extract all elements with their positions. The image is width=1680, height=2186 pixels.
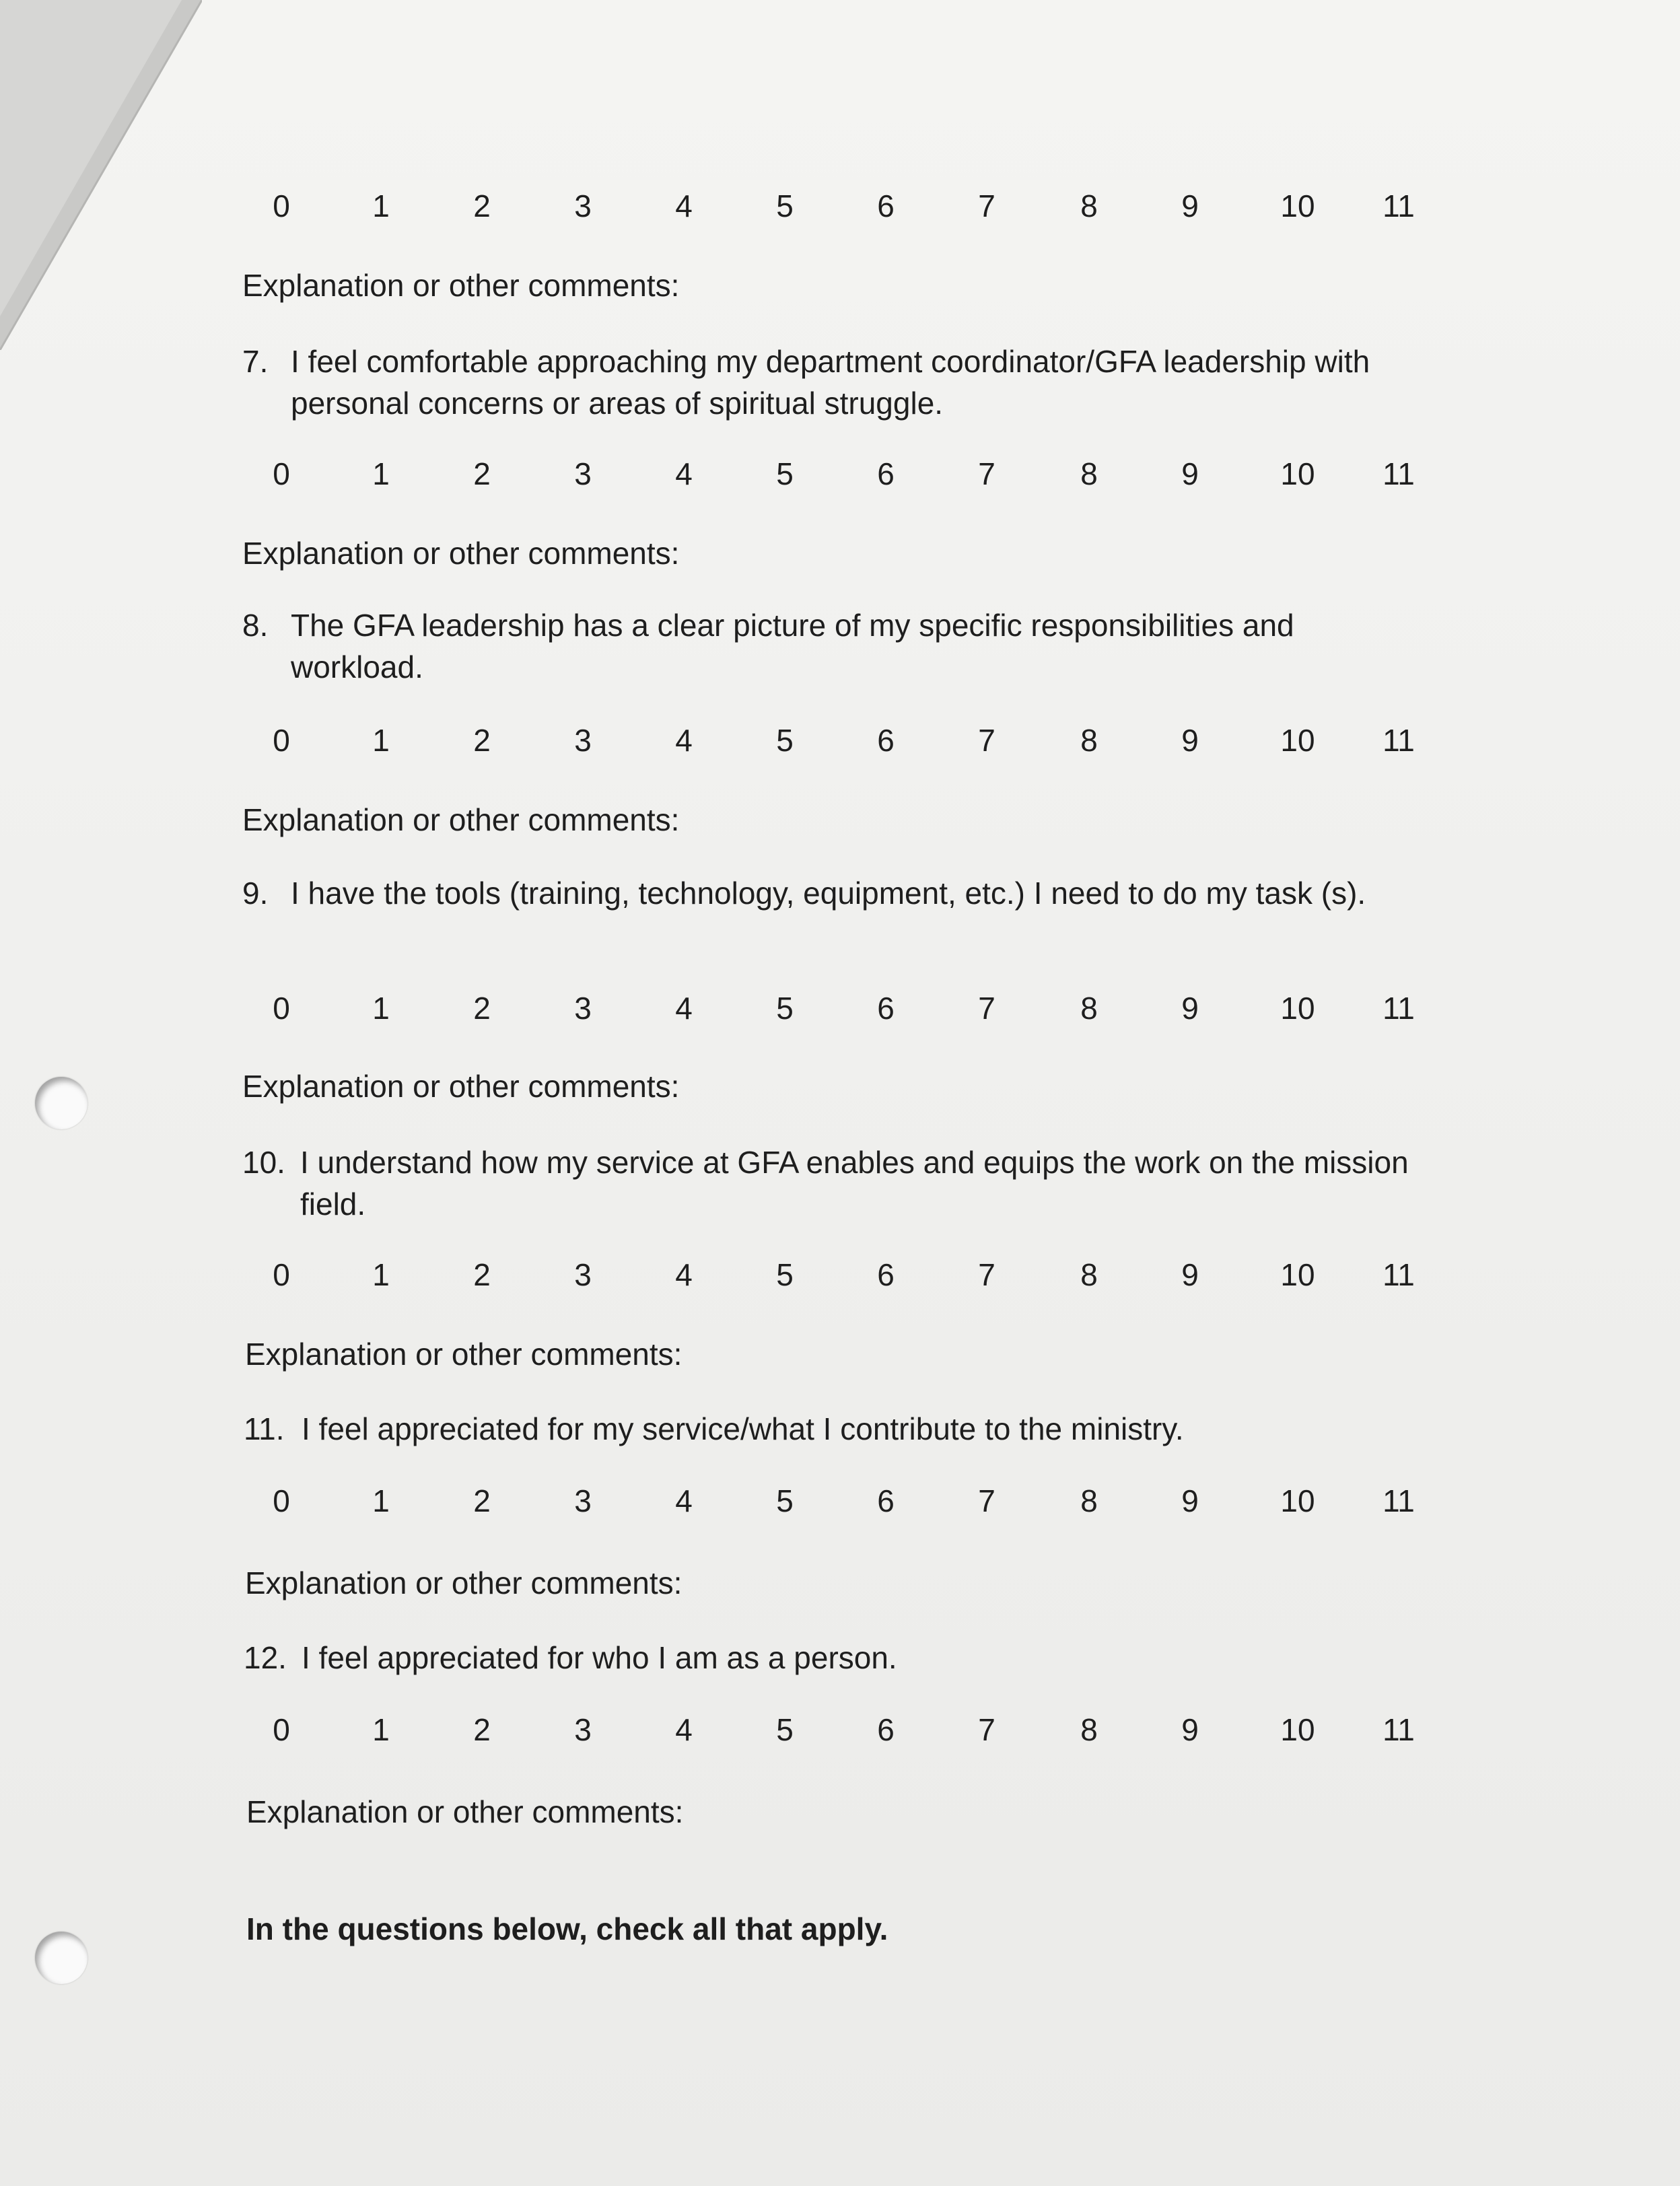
punch-hole-bottom xyxy=(35,1932,88,1984)
scale-option[interactable]: 1 xyxy=(372,456,390,491)
scale-option[interactable]: 7 xyxy=(978,188,995,223)
scale-option[interactable]: 0 xyxy=(273,1257,290,1292)
scale-option[interactable]: 0 xyxy=(273,991,290,1026)
scale-option[interactable]: 0 xyxy=(273,1483,290,1518)
rating-scale xyxy=(0,454,1680,494)
scale-option[interactable]: 1 xyxy=(372,188,390,223)
scale-option[interactable]: 1 xyxy=(372,1257,390,1292)
comment-label: Explanation or other comments: xyxy=(242,268,680,303)
question-statement xyxy=(242,604,1427,688)
scale-option[interactable]: 10 xyxy=(1280,723,1315,758)
scale-option[interactable]: 5 xyxy=(776,1712,794,1747)
scale-option[interactable]: 1 xyxy=(372,1483,390,1518)
comment-label: Explanation or other comments: xyxy=(242,802,680,837)
rating-scale xyxy=(0,186,1680,226)
rating-scale xyxy=(0,988,1680,1028)
rating-scale xyxy=(0,1481,1680,1521)
rating-scale xyxy=(0,1255,1680,1295)
scale-option[interactable]: 5 xyxy=(776,723,794,758)
scale-option[interactable]: 2 xyxy=(473,1257,491,1292)
scale-option[interactable]: 3 xyxy=(574,1483,592,1518)
scale-option[interactable]: 3 xyxy=(574,1257,592,1292)
question-number: 9. xyxy=(242,876,269,911)
scale-option[interactable]: 9 xyxy=(1181,1257,1199,1292)
rating-scale xyxy=(0,1709,1680,1750)
scale-option[interactable]: 0 xyxy=(273,188,290,223)
scale-option[interactable]: 11 xyxy=(1382,991,1415,1026)
question-statement xyxy=(242,341,1427,424)
question-statement xyxy=(242,872,1427,914)
scale-option[interactable]: 9 xyxy=(1181,188,1199,223)
scale-option[interactable]: 8 xyxy=(1080,991,1098,1026)
question-statement xyxy=(242,1141,1427,1225)
scale-option[interactable]: 9 xyxy=(1181,456,1199,491)
scale-option[interactable]: 0 xyxy=(273,456,290,491)
question-number: 12. xyxy=(244,1640,287,1675)
scale-option[interactable]: 10 xyxy=(1280,1257,1315,1292)
scale-option[interactable]: 0 xyxy=(273,1712,290,1747)
scale-option[interactable]: 3 xyxy=(574,723,592,758)
scale-option[interactable]: 5 xyxy=(776,456,794,491)
question-number: 7. xyxy=(242,344,269,379)
scale-option[interactable]: 11 xyxy=(1382,1712,1415,1747)
scale-option[interactable]: 8 xyxy=(1080,723,1098,758)
comment-label: Explanation or other comments: xyxy=(242,1069,680,1104)
scale-option[interactable]: 7 xyxy=(978,991,995,1026)
scale-option[interactable]: 7 xyxy=(978,456,995,491)
scale-option[interactable]: 9 xyxy=(1181,1483,1199,1518)
scale-option[interactable]: 5 xyxy=(776,991,794,1026)
scale-option[interactable]: 2 xyxy=(473,456,491,491)
scale-option[interactable]: 9 xyxy=(1181,991,1199,1026)
scale-option[interactable]: 8 xyxy=(1080,1712,1098,1747)
scale-option[interactable]: 7 xyxy=(978,723,995,758)
scale-option[interactable]: 3 xyxy=(574,456,592,491)
scale-option[interactable]: 1 xyxy=(372,723,390,758)
scale-option[interactable]: 6 xyxy=(877,1257,895,1292)
scale-option[interactable]: 4 xyxy=(675,1257,693,1292)
question-text: I feel comfortable approaching my department coordinator/GFA leadership with personal concerns or areas of spiritual struggle. xyxy=(291,344,1370,421)
scale-option[interactable]: 6 xyxy=(877,991,895,1026)
scale-option[interactable]: 0 xyxy=(273,723,290,758)
scale-option[interactable]: 1 xyxy=(372,991,390,1026)
scale-option[interactable]: 5 xyxy=(776,1257,794,1292)
scale-option[interactable]: 7 xyxy=(978,1483,995,1518)
scale-option[interactable]: 6 xyxy=(877,1712,895,1747)
scale-option[interactable]: 8 xyxy=(1080,188,1098,223)
scale-option[interactable]: 4 xyxy=(675,188,693,223)
folded-corner xyxy=(0,0,202,350)
scale-option[interactable]: 8 xyxy=(1080,456,1098,491)
scale-option[interactable]: 2 xyxy=(473,991,491,1026)
question-number: 11. xyxy=(244,1411,285,1446)
question-text: The GFA leadership has a clear picture of my specific responsibilities and workload. xyxy=(291,608,1294,684)
scale-option[interactable]: 3 xyxy=(574,991,592,1026)
scale-option[interactable]: 4 xyxy=(675,1483,693,1518)
scale-option[interactable]: 9 xyxy=(1181,1712,1199,1747)
scale-option[interactable]: 6 xyxy=(877,188,895,223)
question-statement xyxy=(244,1637,1428,1679)
question-number: 10. xyxy=(242,1145,285,1180)
scale-option[interactable]: 10 xyxy=(1280,188,1315,223)
comment-label: Explanation or other comments: xyxy=(245,1337,682,1372)
question-text: I feel appreciated for who I am as a person. xyxy=(302,1640,897,1675)
scale-option[interactable]: 9 xyxy=(1181,723,1199,758)
scale-option[interactable]: 2 xyxy=(473,1483,491,1518)
scale-option[interactable]: 1 xyxy=(372,1712,390,1747)
question-text: I feel appreciated for my service/what I contribute to the ministry. xyxy=(302,1411,1184,1446)
scale-option[interactable]: 5 xyxy=(776,188,794,223)
question-text: I have the tools (training, technology, equipment, etc.) I need to do my task (s). xyxy=(291,876,1366,911)
scale-option[interactable]: 11 xyxy=(1382,1483,1415,1518)
scale-option[interactable]: 4 xyxy=(675,991,693,1026)
scale-option[interactable]: 2 xyxy=(473,723,491,758)
scale-option[interactable]: 7 xyxy=(978,1257,995,1292)
scale-option[interactable]: 11 xyxy=(1382,456,1415,491)
scale-option[interactable]: 11 xyxy=(1382,188,1415,223)
scale-option[interactable]: 10 xyxy=(1280,1483,1315,1518)
rating-scale xyxy=(0,720,1680,761)
comment-label: Explanation or other comments: xyxy=(245,1565,682,1600)
scale-option[interactable]: 8 xyxy=(1080,1483,1098,1518)
scale-option[interactable]: 4 xyxy=(675,1712,693,1747)
scale-option[interactable]: 7 xyxy=(978,1712,995,1747)
scale-option[interactable]: 10 xyxy=(1280,1712,1315,1747)
scale-option[interactable]: 11 xyxy=(1382,1257,1415,1292)
comment-label: Explanation or other comments: xyxy=(246,1794,684,1829)
scale-option[interactable]: 3 xyxy=(574,188,592,223)
scale-option[interactable]: 6 xyxy=(877,1483,895,1518)
question-statement xyxy=(244,1408,1428,1450)
scale-option[interactable]: 2 xyxy=(473,188,491,223)
scale-option[interactable]: 4 xyxy=(675,723,693,758)
question-text: I understand how my service at GFA enables and equips the work on the mission field. xyxy=(300,1145,1409,1222)
scale-option[interactable]: 11 xyxy=(1382,723,1415,758)
scale-option[interactable]: 2 xyxy=(473,1712,491,1747)
question-number: 8. xyxy=(242,608,269,643)
scale-option[interactable]: 5 xyxy=(776,1483,794,1518)
scale-option[interactable]: 6 xyxy=(877,456,895,491)
scale-option[interactable]: 8 xyxy=(1080,1257,1098,1292)
section-instruction: In the questions below, check all that apply. xyxy=(246,1911,888,1946)
scale-option[interactable]: 6 xyxy=(877,723,895,758)
comment-label: Explanation or other comments: xyxy=(242,536,680,571)
scale-option[interactable]: 10 xyxy=(1280,991,1315,1026)
scale-option[interactable]: 10 xyxy=(1280,456,1315,491)
scale-option[interactable]: 3 xyxy=(574,1712,592,1747)
punch-hole-top xyxy=(35,1077,88,1129)
scale-option[interactable]: 4 xyxy=(675,456,693,491)
